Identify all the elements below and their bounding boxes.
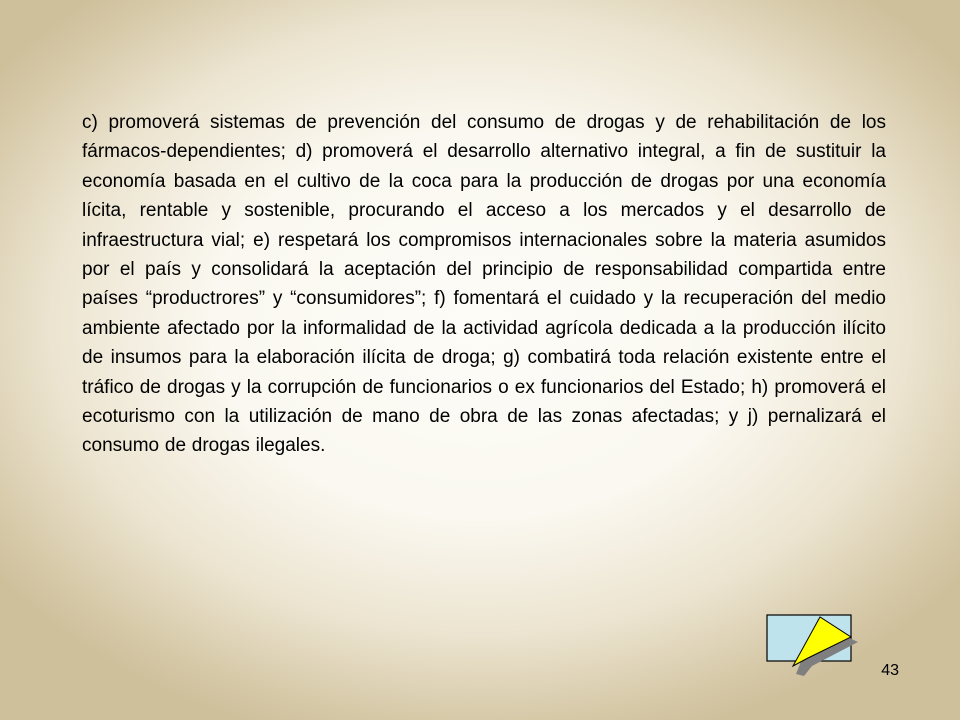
slide-body-text: c) promoverá sistemas de prevención del consumo de drogas y de rehabilitación de los fármacos-dependientes; d) promoverá el desarrollo alternativo integral, a fin de sustituir la economía basada en el cultivo de la coca para la producción de drogas por una economía lícita, rentable y sostenible, procurando el acceso a los mercados y el desarrollo de infraestructura vial; e) respetará los compromisos internacionales sobre la materia asumidos por el país y consolidará la aceptación del principio de responsabilidad compartida entre países “productrores” y “consumidores”; f) fomentará el cuidado y la recuperación del medio ambiente afectado por la informalidad de la actividad agrícola dedicada a la producción ilícito de insumos para la elaboración ilícita de droga; g) combatirá toda relación existente entre el tráfico de drogas y la corrupción de funcionarios o ex funcionarios del Estado; h) promoverá el ecoturismo con la utilización de mano de obra de las zonas afectadas; y j) pernalizará el consumo de drogas ilegales. [82, 112, 886, 457]
next-slide-button[interactable] [766, 614, 862, 684]
navigation-arrow-icon [766, 614, 862, 684]
page-number: 43 [881, 662, 899, 679]
